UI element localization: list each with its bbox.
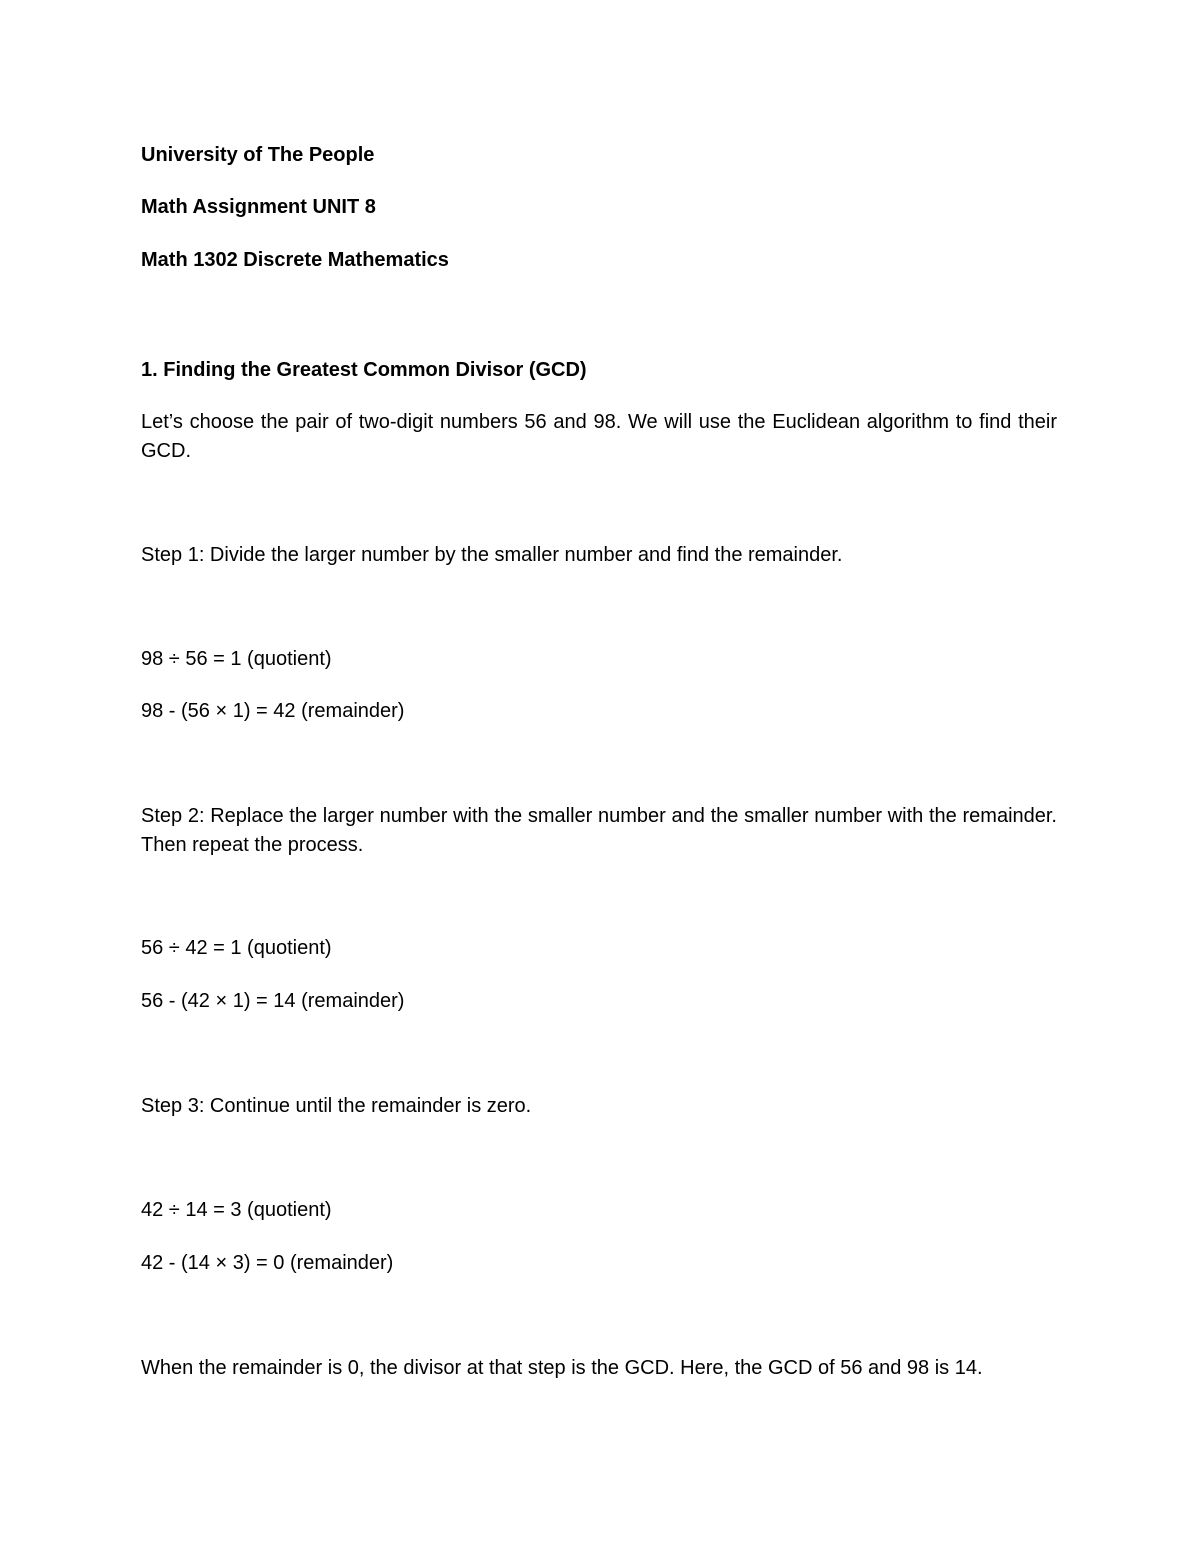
step-2-text: Step 2: Replace the larger number with the smaller number and the smaller number with the remainder. Then repeat the process. <box>141 805 1057 856</box>
step-3-quotient: 42 ÷ 14 = 3 (quotient) <box>141 1199 332 1221</box>
assignment-title: Math Assignment UNIT 8 <box>141 196 376 218</box>
university-name: University of The People <box>141 144 375 166</box>
step-1-quotient: 98 ÷ 56 = 1 (quotient) <box>141 648 332 670</box>
step-3-remainder: 42 - (14 × 3) = 0 (remainder) <box>141 1252 394 1274</box>
step-2-remainder: 56 - (42 × 1) = 14 (remainder) <box>141 990 405 1012</box>
step-3-text: Step 3: Continue until the remainder is zero. <box>141 1095 532 1117</box>
section-heading: 1. Finding the Greatest Common Divisor (GCD) <box>141 359 587 381</box>
step-1-remainder: 98 - (56 × 1) = 42 (remainder) <box>141 700 405 722</box>
step-2-quotient: 56 ÷ 42 = 1 (quotient) <box>141 937 332 959</box>
conclusion-text: When the remainder is 0, the divisor at that step is the GCD. Here, the GCD of 56 and 98 is 14. <box>141 1357 983 1379</box>
step-1-text: Step 1: Divide the larger number by the smaller number and find the remainder. <box>141 544 843 566</box>
intro-paragraph: Let’s choose the pair of two-digit numbers 56 and 98. We will use the Euclidean algorithm to find their GCD. <box>141 411 1057 462</box>
course-title: Math 1302 Discrete Mathematics <box>141 249 449 271</box>
